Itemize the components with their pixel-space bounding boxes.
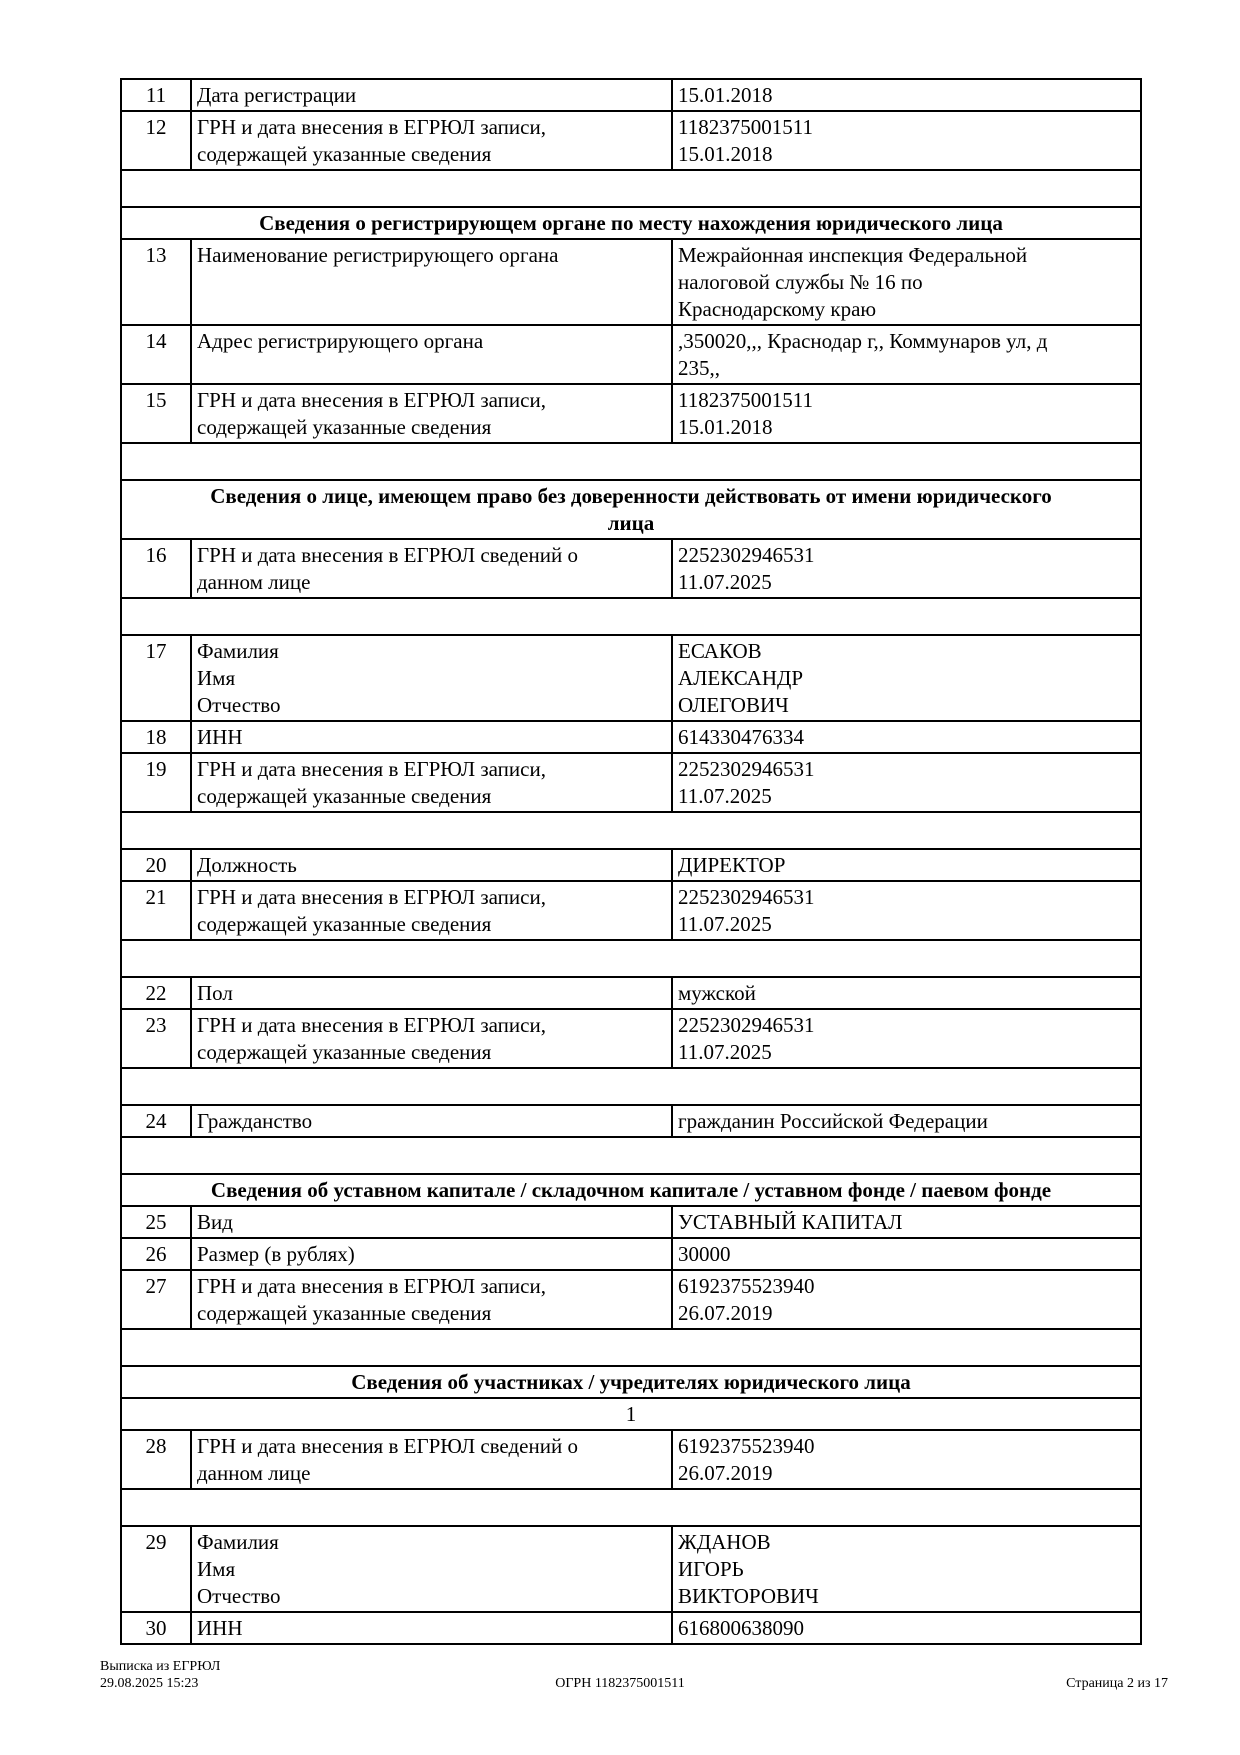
value-line: 11.07.2025	[678, 1040, 772, 1064]
label-line: ГРН и дата внесения в ЕГРЮЛ записи,	[197, 885, 546, 909]
row-value	[673, 978, 1140, 1008]
spacer-row	[122, 599, 1140, 636]
table-row	[122, 80, 1140, 112]
egrul-extract-table	[120, 78, 1142, 1645]
table-row	[122, 1010, 1140, 1069]
row-value	[673, 385, 1140, 442]
value-line: 30000	[678, 1242, 731, 1266]
row-number: 28	[122, 1431, 192, 1488]
value-line: 15.01.2018	[678, 83, 773, 107]
table-row	[122, 1271, 1140, 1330]
row-number: 17	[122, 636, 192, 720]
label-line: Отчество	[197, 1584, 281, 1608]
row-value	[673, 540, 1140, 597]
value-line: ,350020,,, Краснодар г,, Коммунаров ул, д	[678, 329, 1048, 353]
row-label	[192, 1010, 673, 1067]
row-label	[192, 1106, 673, 1136]
row-label	[192, 754, 673, 811]
row-label	[192, 636, 673, 720]
value-line: ЕСАКОВ	[678, 639, 762, 663]
row-value	[673, 240, 1140, 324]
row-label	[192, 80, 673, 110]
row-value	[673, 1010, 1140, 1067]
row-label	[192, 1271, 673, 1328]
spacer-row	[122, 1138, 1140, 1175]
row-label	[192, 240, 673, 324]
spacer-row	[122, 813, 1140, 850]
row-number: 12	[122, 112, 192, 169]
row-number: 30	[122, 1613, 192, 1643]
label-line: Фамилия	[197, 1530, 279, 1554]
section-title-line: лица	[607, 511, 655, 535]
value-line: ДИРЕКТОР	[678, 853, 786, 877]
value-line: 11.07.2025	[678, 784, 772, 808]
value-line: 235,,	[678, 356, 720, 380]
value-line: 26.07.2019	[678, 1461, 773, 1485]
row-label	[192, 882, 673, 939]
label-line: Дата регистрации	[197, 83, 357, 107]
row-number: 20	[122, 850, 192, 880]
row-number: 18	[122, 722, 192, 752]
label-line: Размер (в рублях)	[197, 1242, 355, 1266]
value-line: 614330476334	[678, 725, 804, 749]
table-row	[122, 722, 1140, 754]
spacer-row	[122, 1069, 1140, 1106]
row-number: 16	[122, 540, 192, 597]
label-line: содержащей указанные сведения	[197, 142, 492, 166]
value-line: 1182375001511	[678, 388, 813, 412]
label-line: Наименование регистрирующего органа	[197, 243, 559, 267]
value-line: 1182375001511	[678, 115, 813, 139]
value-line: АЛЕКСАНДР	[678, 666, 804, 690]
label-line: ГРН и дата внесения в ЕГРЮЛ записи,	[197, 1274, 546, 1298]
label-line: ГРН и дата внесения в ЕГРЮЛ записи,	[197, 757, 546, 781]
row-label	[192, 722, 673, 752]
row-value	[673, 722, 1140, 752]
value-line: Краснодарскому краю	[678, 297, 877, 321]
page-footer	[0, 1652, 1240, 1698]
section-header-row	[122, 1175, 1140, 1207]
label-line: данном лице	[197, 1461, 311, 1485]
row-number: 14	[122, 326, 192, 383]
value-line: УСТАВНЫЙ КАПИТАЛ	[678, 1210, 903, 1234]
row-number: 25	[122, 1207, 192, 1237]
label-line: Гражданство	[197, 1109, 313, 1133]
row-label	[192, 850, 673, 880]
label-line: ГРН и дата внесения в ЕГРЮЛ записи,	[197, 115, 546, 139]
row-number: 22	[122, 978, 192, 1008]
value-line: ОЛЕГОВИЧ	[678, 693, 789, 717]
label-line: ИНН	[197, 725, 243, 749]
row-value	[673, 850, 1140, 880]
row-value	[673, 112, 1140, 169]
label-line: Адрес регистрирующего органа	[197, 329, 484, 353]
label-line: содержащей указанные сведения	[197, 415, 492, 439]
participant-number: 1	[625, 1402, 637, 1426]
table-row	[122, 978, 1140, 1010]
row-value	[673, 1207, 1140, 1237]
value-line: ВИКТОРОВИЧ	[678, 1584, 819, 1608]
table-row	[122, 112, 1140, 171]
row-value	[673, 326, 1140, 383]
table-row	[122, 326, 1140, 385]
footer-ogrn: ОГРН 1182375001511	[555, 1676, 685, 1691]
row-number: 11	[122, 80, 192, 110]
value-line: гражданин Российской Федерации	[678, 1109, 988, 1133]
row-label	[192, 385, 673, 442]
label-line: содержащей указанные сведения	[197, 912, 492, 936]
value-line: Межрайонная инспекция Федеральной	[678, 243, 1028, 267]
label-line: Должность	[197, 853, 297, 877]
table-row	[122, 1613, 1140, 1645]
row-number: 21	[122, 882, 192, 939]
value-line: мужской	[678, 981, 756, 1005]
section-title-line: Сведения об участниках / учредителях юридического лица	[351, 1370, 911, 1394]
value-line: 2252302946531	[678, 885, 815, 909]
value-line: 15.01.2018	[678, 142, 773, 166]
row-number: 19	[122, 754, 192, 811]
section-header-row	[122, 208, 1140, 240]
table-row	[122, 240, 1140, 326]
value-line: 2252302946531	[678, 757, 815, 781]
row-label	[192, 1239, 673, 1269]
row-number: 23	[122, 1010, 192, 1067]
row-value	[673, 1431, 1140, 1488]
value-line: 26.07.2019	[678, 1301, 773, 1325]
row-number: 24	[122, 1106, 192, 1136]
spacer-row	[122, 171, 1140, 208]
section-title-line: Сведения о регистрирующем органе по месту нахождения юридического лица	[259, 211, 1003, 235]
spacer-row	[122, 941, 1140, 978]
value-line: ИГОРЬ	[678, 1557, 744, 1581]
value-line: 11.07.2025	[678, 912, 772, 936]
row-value	[673, 1106, 1140, 1136]
table-row	[122, 882, 1140, 941]
label-line: Имя	[197, 666, 236, 690]
label-line: Имя	[197, 1557, 236, 1581]
label-line: Вид	[197, 1210, 233, 1234]
label-line: Фамилия	[197, 639, 279, 663]
label-line: Отчество	[197, 693, 281, 717]
table-row	[122, 850, 1140, 882]
label-line: ИНН	[197, 1616, 243, 1640]
label-line: содержащей указанные сведения	[197, 1040, 492, 1064]
label-line: содержащей указанные сведения	[197, 1301, 492, 1325]
value-line: 6192375523940	[678, 1274, 815, 1298]
row-label	[192, 326, 673, 383]
table-row	[122, 1527, 1140, 1613]
label-line: ГРН и дата внесения в ЕГРЮЛ записи,	[197, 1013, 546, 1037]
footer-datetime: 29.08.2025 15:23	[100, 1676, 199, 1691]
row-value	[673, 1239, 1140, 1269]
label-line: содержащей указанные сведения	[197, 784, 492, 808]
value-line: 15.01.2018	[678, 415, 773, 439]
row-label	[192, 112, 673, 169]
section-header-row	[122, 481, 1140, 540]
row-label	[192, 1613, 673, 1643]
value-line: налоговой службы № 16 по	[678, 270, 923, 294]
label-line: Пол	[197, 981, 233, 1005]
row-number: 27	[122, 1271, 192, 1328]
row-label	[192, 978, 673, 1008]
row-value	[673, 1613, 1140, 1643]
label-line: данном лице	[197, 570, 311, 594]
value-line: 616800638090	[678, 1616, 804, 1640]
row-value	[673, 882, 1140, 939]
section-title-line: Сведения о лице, имеющем право без доверенности действовать от имени юридического	[210, 484, 1052, 508]
row-value	[673, 80, 1140, 110]
value-line: 11.07.2025	[678, 570, 772, 594]
table-row	[122, 1239, 1140, 1271]
row-value	[673, 636, 1140, 720]
row-number: 13	[122, 240, 192, 324]
value-line: 2252302946531	[678, 1013, 815, 1037]
table-row	[122, 1431, 1140, 1490]
label-line: ГРН и дата внесения в ЕГРЮЛ записи,	[197, 388, 546, 412]
row-value	[673, 754, 1140, 811]
label-line: ГРН и дата внесения в ЕГРЮЛ сведений о	[197, 543, 578, 567]
table-row	[122, 636, 1140, 722]
row-label	[192, 1207, 673, 1237]
footer-left-block	[100, 1658, 220, 1692]
footer-doc-title: Выписка из ЕГРЮЛ	[100, 1659, 221, 1674]
participant-number-row	[122, 1399, 1140, 1431]
section-title-line: Сведения об уставном капитале / складочном капитале / уставном фонде / паевом фонде	[210, 1178, 1052, 1202]
row-number: 26	[122, 1239, 192, 1269]
spacer-row	[122, 1490, 1140, 1527]
row-label	[192, 1527, 673, 1611]
table-row	[122, 1207, 1140, 1239]
table-row	[122, 754, 1140, 813]
row-label	[192, 540, 673, 597]
label-line: ГРН и дата внесения в ЕГРЮЛ сведений о	[197, 1434, 578, 1458]
table-row	[122, 540, 1140, 599]
table-row	[122, 1106, 1140, 1138]
row-label	[192, 1431, 673, 1488]
footer-page-number: Страница 2 из 17	[1066, 1676, 1168, 1691]
spacer-row	[122, 1330, 1140, 1367]
row-number: 29	[122, 1527, 192, 1611]
section-header-row	[122, 1367, 1140, 1399]
value-line: 2252302946531	[678, 543, 815, 567]
row-value	[673, 1527, 1140, 1611]
row-number: 15	[122, 385, 192, 442]
table-row	[122, 385, 1140, 444]
value-line: ЖДАНОВ	[678, 1530, 771, 1554]
value-line: 6192375523940	[678, 1434, 815, 1458]
spacer-row	[122, 444, 1140, 481]
row-value	[673, 1271, 1140, 1328]
